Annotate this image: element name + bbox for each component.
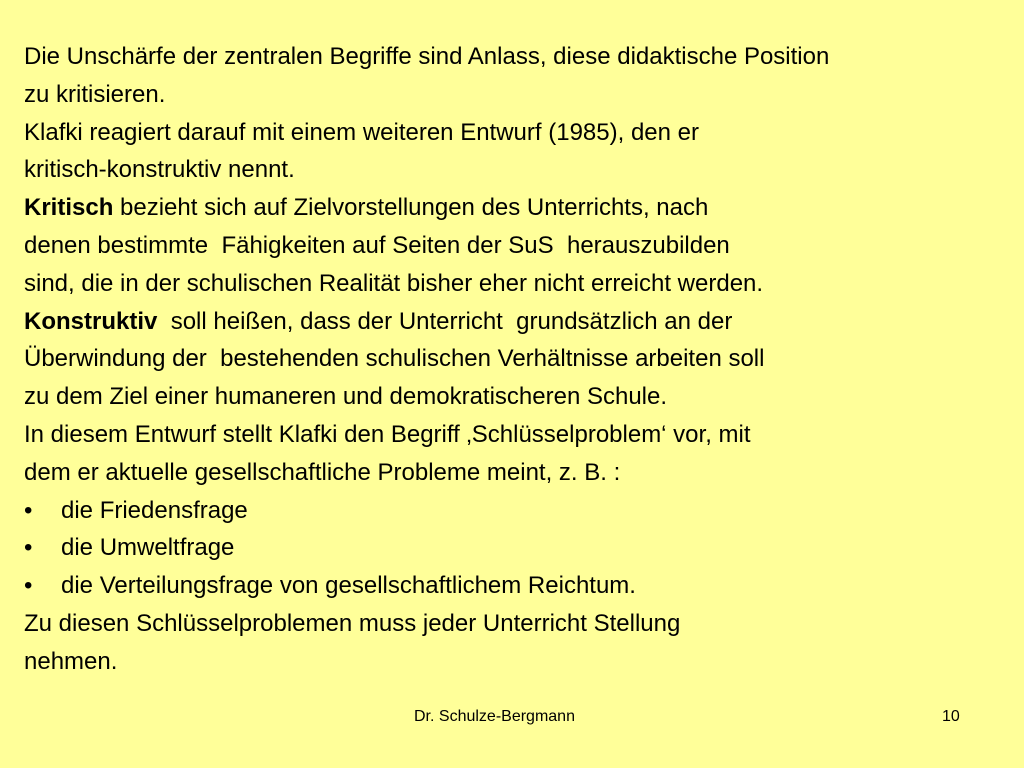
bullet-item [24, 567, 1004, 605]
kritisch-term: Kritisch [24, 194, 114, 222]
text-line: Überwindung der bestehenden schulischen Verhältnisse arbeiten soll [24, 345, 765, 373]
text-line: denen bestimmte Fähigkeiten auf Seiten der SuS herauszubilden [24, 231, 730, 259]
bullet-item [24, 529, 1004, 567]
bullet-icon: • [24, 572, 33, 600]
page-number: 10 [942, 708, 960, 725]
text-line: dem er aktuelle gesellschaftliche Probleme meint, z. B. : [24, 458, 621, 486]
bullet-text: die Verteilungsfrage von gesellschaftlichem Reichtum. [61, 572, 636, 600]
text-line: Die Unschärfe der zentralen Begriffe sind Anlass, diese didaktische Position [24, 43, 830, 70]
kritisch-definition: bezieht sich auf Zielvorstellungen des Unterrichts, nach [113, 194, 709, 222]
kritisch-paragraph-line [24, 189, 1004, 227]
text-line: kritisch-konstruktiv nennt. [24, 156, 295, 184]
text-line: In diesem Entwurf stellt Klafki den Begriff ‚Schlüsselproblem‘ vor, mit [24, 420, 751, 448]
text-line: zu dem Ziel einer humaneren und demokratischeren Schule. [24, 383, 668, 411]
text-line: sind, die in der schulischen Realität bisher eher nicht erreicht werden. [24, 269, 764, 297]
footer-author: Dr. Schulze-Bergmann [414, 708, 575, 725]
slide-body [24, 38, 1004, 681]
bullet-item [24, 492, 1004, 530]
bullet-icon: • [24, 496, 33, 524]
text-line: Klafki reagiert darauf mit einem weiteren Entwurf (1985), den er [24, 118, 699, 146]
text-line: nehmen. [24, 647, 118, 675]
text-line: zu kritisieren. [24, 80, 166, 108]
text-line: Zu diesen Schlüsselproblemen muss jeder Unterricht Stellung [24, 609, 681, 637]
bullet-icon: • [24, 534, 33, 562]
bullet-text: die Friedensfrage [61, 496, 248, 524]
konstruktiv-definition: soll heißen, dass der Unterricht grundsätzlich an der [157, 307, 733, 335]
konstruktiv-paragraph-line [24, 303, 1004, 341]
konstruktiv-term: Konstruktiv [24, 307, 158, 335]
bullet-text: die Umweltfrage [61, 534, 235, 562]
